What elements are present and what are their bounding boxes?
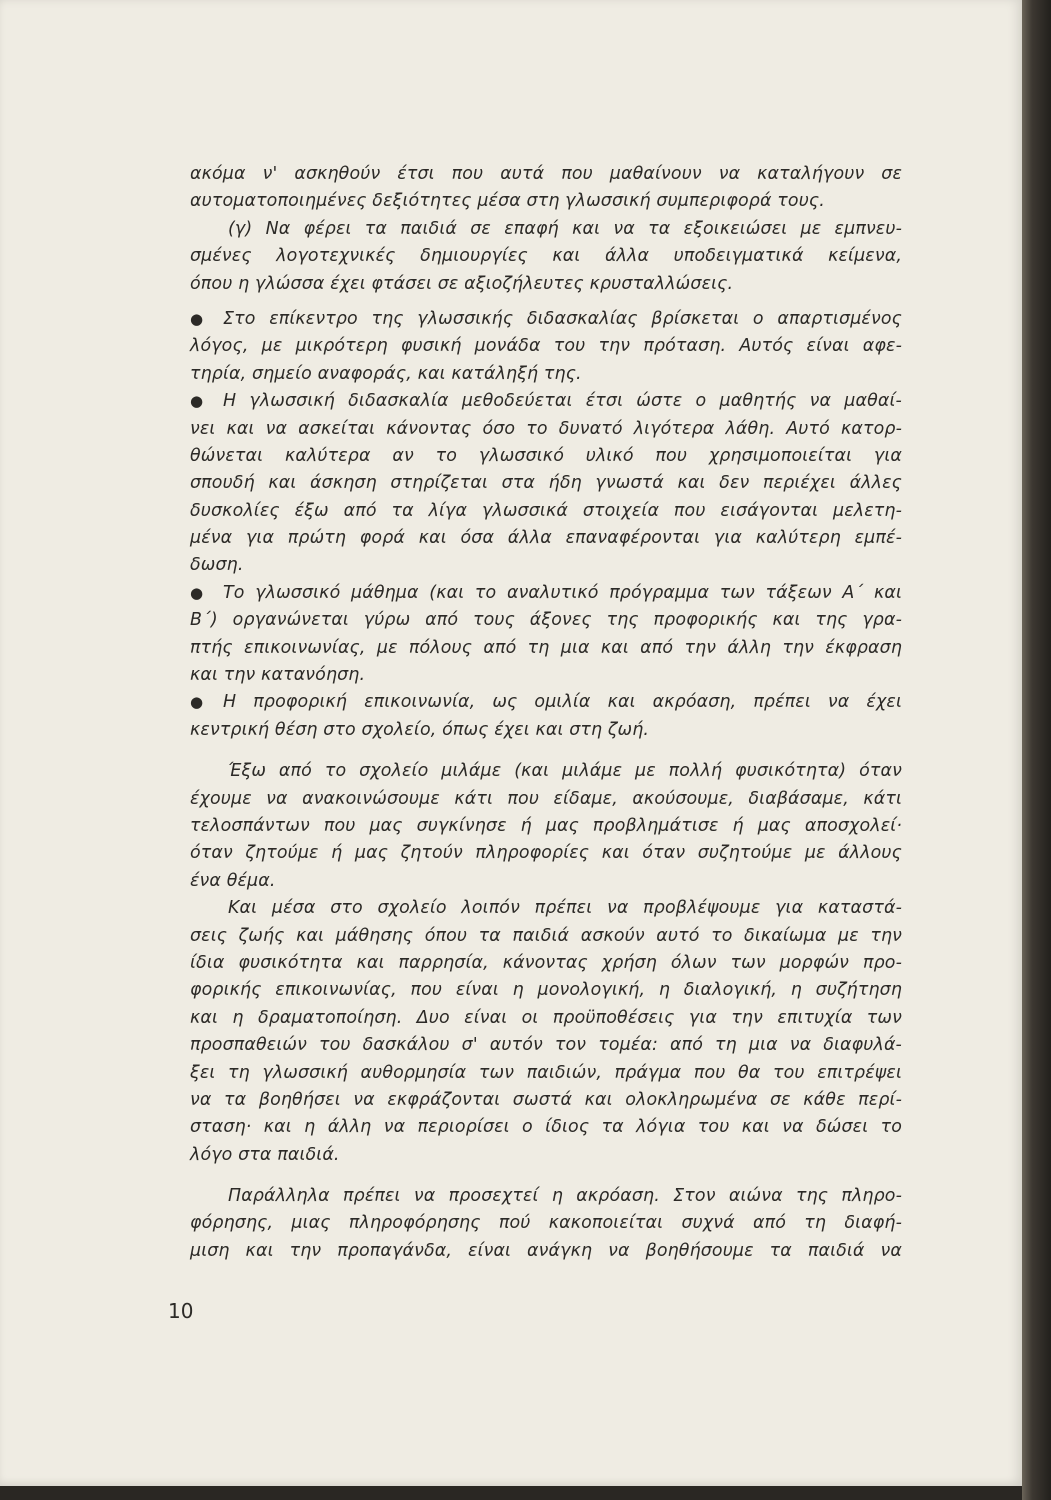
- body-text: [190, 161, 902, 1265]
- text-line: λόγο στα παιδιά.: [190, 1144, 340, 1165]
- text-line: ● Η γλωσσική διδασκαλία μεθοδεύεται έτσι ώστε ο μαθητής να μαθαί-: [190, 388, 902, 415]
- text-line: ● Η προφορική επικοινωνία, ως ομιλία και ακρόαση, πρέπει να έχει: [190, 689, 902, 716]
- text-line: όπου η γλώσσα έχει φτάσει σε αξιοζήλευτες κρυσταλλώσεις.: [190, 273, 734, 294]
- text-line: κεντρική θέση στο σχολείο, όπως έχει και στη ζωή.: [190, 719, 650, 740]
- text-line: δωση.: [190, 555, 244, 576]
- text-line: και την κατανόηση.: [190, 665, 366, 686]
- text-line: δυσκολίες έξω από τα λίγα γλωσσικά στοιχεία που εισάγονται μελετη-: [190, 500, 902, 521]
- text-line: πτής επικοινωνίας, με πόλους από τη μια και από την άλλη την έκφραση: [190, 637, 902, 658]
- text-line: (γ) Να φέρει τα παιδιά σε επαφή και να τα εξοικειώσει με εμπνευ-: [228, 218, 902, 239]
- text-line: φόρησης, μιας πληροφόρησης πού κακοποιείται συχνά από τη διαφή-: [190, 1213, 902, 1234]
- text-line: μιση και την προπαγάνδα, είναι ανάγκη να βοηθήσουμε τα παιδιά να: [190, 1240, 902, 1261]
- text-line: Παράλληλα πρέπει να προσεχτεί η ακρόαση. Στον αιώνα της πληρο-: [228, 1186, 902, 1207]
- text-line: σεις ζωής και μάθησης όπου τα παιδιά ασκούν αυτό το δικαίωμα με την: [190, 925, 902, 946]
- text-line: και η δραματοποίηση. Δυο είναι οι προϋποθέσεις για την επιτυχία των: [190, 1007, 902, 1028]
- text-line: ξει τη γλωσσική αυθορμησία των παιδιών, πράγμα που θα του επιτρέψει: [190, 1062, 902, 1083]
- text-line: προσπαθειών του δασκάλου σ' αυτόν τον τομέα: από τη μια να διαφυλά-: [190, 1035, 902, 1056]
- text-line: να τα βοηθήσει να εκφράζονται σωστά και ολοκληρωμένα σε κάθε περί-: [190, 1089, 902, 1110]
- text-line: σπουδή και άσκηση στηρίζεται στα ήδη γνωστά και δεν περιέχει άλλες: [190, 473, 902, 494]
- book-binding-edge: [1022, 0, 1051, 1500]
- text-line: ακόμα ν' ασκηθούν έτσι που αυτά που μαθαίνουν να καταλήγουν σε: [190, 164, 902, 184]
- text-line: νει και να ασκείται κάνοντας όσο το δυνατό λιγότερα λάθη. Αυτό κατορ-: [190, 418, 902, 439]
- text-line: λόγος, με μικρότερη φυσική μονάδα του την πρόταση. Αυτός είναι αφε-: [190, 336, 902, 357]
- text-line: σταση· και η άλλη να περιορίσει ο ίδιος τα λόγια του και να δώσει το: [190, 1117, 902, 1138]
- text-line: μένα για πρώτη φορά και όσα άλλα επαναφέρονται για καλύτερη εμπέ-: [190, 528, 902, 549]
- text-line: ● Στο επίκεντρο της γλωσσικής διδασκαλίας βρίσκεται ο απαρτισμένος: [190, 306, 902, 333]
- text-line: όταν ζητούμε ή μας ζητούν πληροφορίες και όταν συζητούμε με άλλους: [190, 843, 902, 864]
- bullet-icon: ●: [190, 583, 204, 602]
- text-line: ίδια φυσικότητα και παρρησία, κάνοντας χρήση όλων των μορφών προ-: [190, 952, 902, 973]
- text-line: τελοσπάντων που μας συγκίνησε ή μας προβλημάτισε ή μας αποσχολεί·: [190, 815, 902, 836]
- text-line: τηρία, σημείο αναφοράς, και κατάληξή της.: [190, 363, 582, 384]
- text-line: ένα θέμα.: [190, 870, 276, 891]
- page-number: 10: [168, 1299, 194, 1323]
- bullet-icon: ●: [190, 392, 204, 411]
- bullet-icon: ●: [190, 693, 204, 712]
- text-line: έχουμε να ανακοινώσουμε κάτι που είδαμε, ακούσουμε, διαβάσαμε, κάτι: [190, 788, 902, 809]
- text-line: θώνεται καλύτερα αν το γλωσσικό υλικό που χρησιμοποιείται για: [190, 445, 902, 466]
- text-line: Β΄) οργανώνεται γύρω από τους άξονες της προφορικής και της γρα-: [190, 610, 902, 631]
- text-line: φορικής επικοινωνίας, που είναι η μονολογική, η διαλογική, η συζήτηση: [190, 980, 902, 1001]
- text-line: ● Το γλωσσικό μάθημα (και το αναλυτικό πρόγραμμα των τάξεων Α΄ και: [190, 580, 902, 607]
- text-line: αυτοματοποιημένες δεξιότητες μέσα στη γλωσσική συμπεριφορά τους.: [190, 191, 825, 212]
- text-line: Και μέσα στο σχολείο λοιπόν πρέπει να προβλέψουμε για καταστά-: [228, 898, 902, 919]
- bullet-icon: ●: [190, 309, 204, 328]
- text-line: Έξω από το σχολείο μιλάμε (και μιλάμε με πολλή φυσικότητα) όταν: [228, 761, 902, 782]
- text-line: σμένες λογοτεχνικές δημιουργίες και άλλα υποδειγματικά κείμενα,: [190, 246, 902, 267]
